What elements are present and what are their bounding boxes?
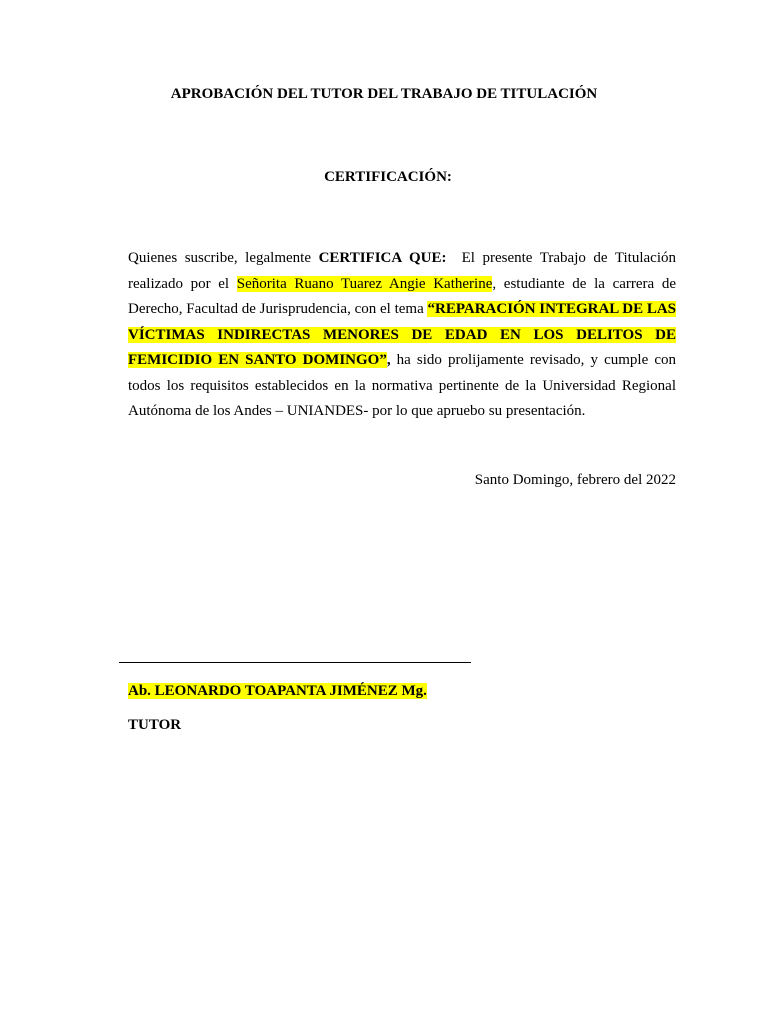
signature-line — [119, 662, 471, 663]
document-title: APROBACIÓN DEL TUTOR DEL TRABAJO DE TITULACIÓN — [170, 86, 598, 102]
signer-name — [128, 681, 427, 701]
thesis-topic-highlight: “REPARACIÓN INTEGRAL DE LAS VÍCTIMAS INDIRECTAS MENORES DE EDAD EN LOS DELITOS DE FEMICIDIO EN SANTO DOMINGO” — [128, 301, 676, 368]
student-name-highlight: Señorita Ruano Tuarez Angie Katherine — [236, 275, 493, 292]
signer-role: TUTOR — [128, 717, 182, 733]
certifica-que-label: CERTIFICA QUE: — [318, 250, 447, 266]
place-and-date: Santo Domingo, febrero del 2022 — [474, 472, 676, 488]
paragraph-text-4: ha sido prolijamente revisado, y cumple con todos los requisitos establecidos en la normativa pertinente de la Universidad Regional Autónoma de los Andes – UNIANDES- por lo que apruebo su presentación. — [128, 352, 676, 419]
paragraph-text-3: , estudiante de la carrera de Derecho, Facultad de Jurisprudencia, con el tema — [128, 275, 677, 317]
paragraph-text-2: El presente Trabajo de Titulación realizado por el — [128, 250, 680, 292]
paragraph-intro: Quienes suscribe, legalmente — [128, 250, 319, 266]
topic-comma: , — [386, 352, 391, 368]
certification-paragraph — [128, 246, 680, 425]
certification-heading: CERTIFICACIÓN: — [324, 169, 452, 185]
signer-name-highlight: Ab. LEONARDO TOAPANTA JIMÉNEZ Mg. — [128, 683, 427, 699]
